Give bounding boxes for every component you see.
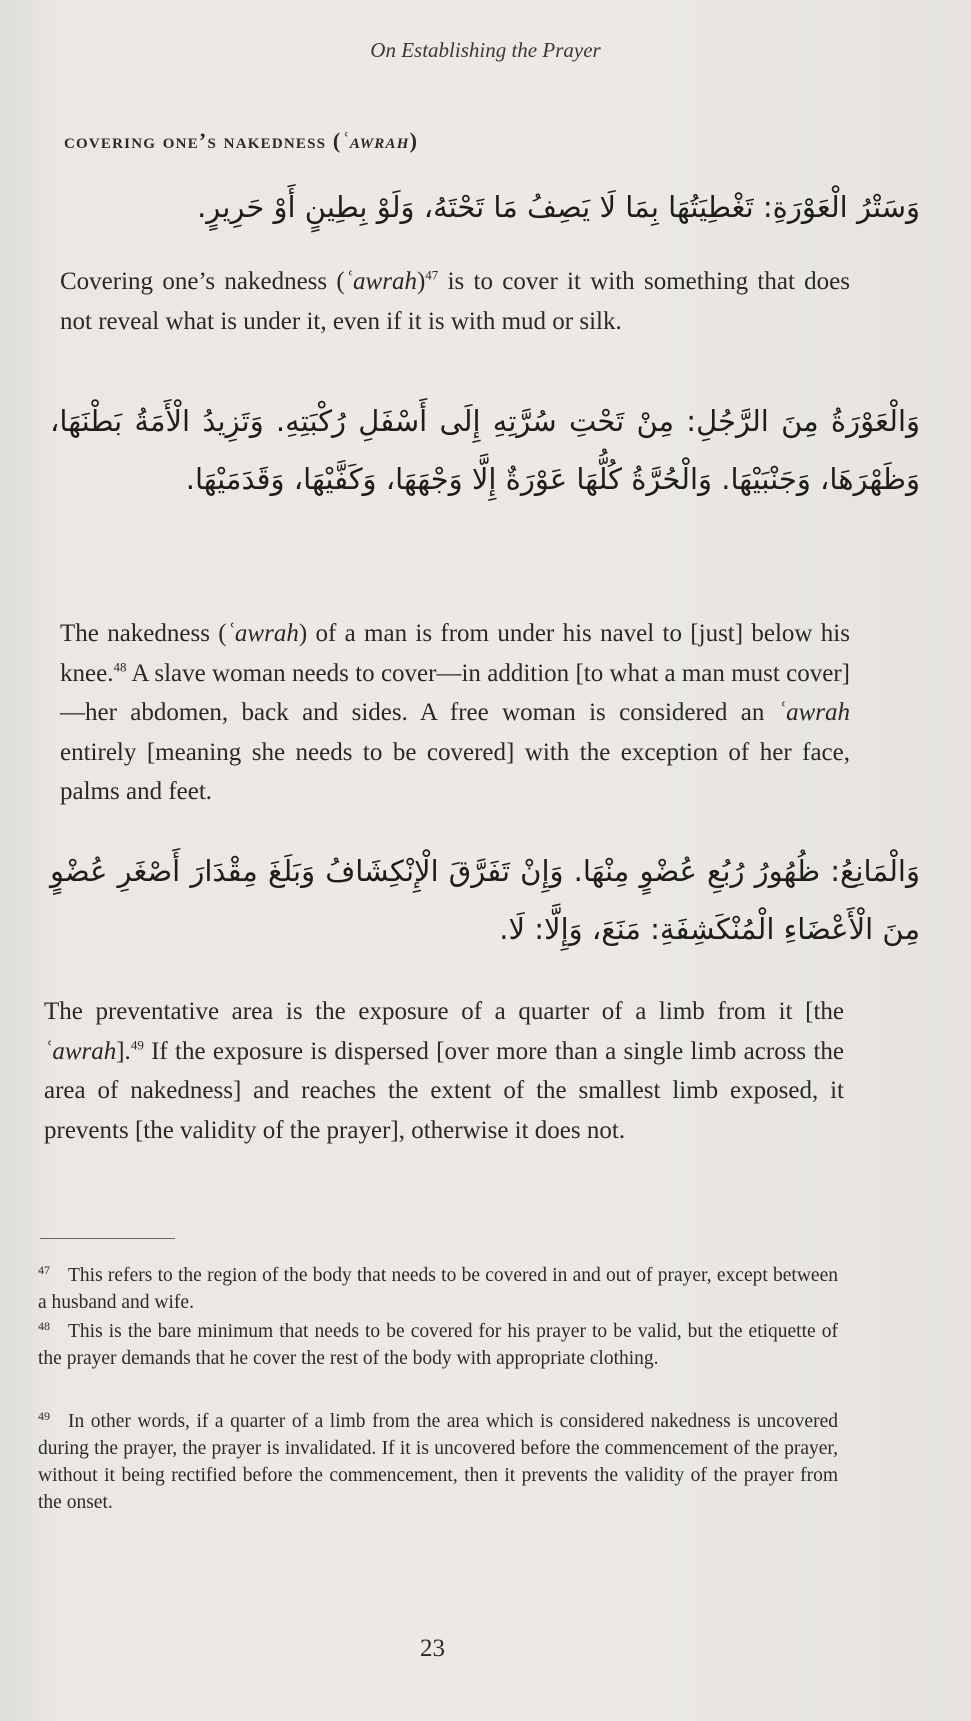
- term-awrah: ʿawrah: [344, 268, 417, 295]
- term-awrah: ʿawrah: [777, 699, 850, 726]
- arabic-text-1: وَسَتْرُ الْعَوْرَةِ: تَغْطِيَتُهَا بِمَا لَا يَصِفُ مَا تَحْتَهُ، وَلَوْ بِطِينٍ أَوْ حَرِيرٍ.: [197, 190, 920, 224]
- term-awrah: ʿawrah: [44, 1037, 117, 1065]
- footnote-ref-47[interactable]: 47: [425, 267, 439, 283]
- footnote-48: 48 This is the bare minimum that needs to be covered for his prayer to be valid, but the etiquette of the prayer demands that he cover the rest of the body with appropriate clothing.: [38, 1318, 838, 1369]
- term-awrah: ʿawrah: [226, 620, 299, 647]
- section-heading-close: ): [409, 128, 419, 153]
- footnote-47: 47 This refers to the region of the body that needs to be covered in and out of prayer, except between a husband and wife.: [38, 1262, 838, 1313]
- section-heading: [64, 128, 418, 154]
- translation-paragraph-3: [44, 992, 844, 1150]
- footnote-text: This is the bare minimum that needs to be covered for his prayer to be valid, but the etiquette of the prayer demands that he cover the rest of the body with appropriate clothing.: [38, 1321, 838, 1369]
- text-run: A slave woman needs to cover—in addition [to what a man must cover]—her abdomen, back and sides. A free woman is considered an: [60, 659, 850, 726]
- text-run: Covering one’s nakedness (: [60, 268, 345, 295]
- text-run: If the exposure is dispersed [over more than a single limb across the area of nakedness] and reaches the extent of the smallest limb exposed, it prevents [the validity of the prayer], otherwise it does not.: [44, 1037, 844, 1144]
- text-run: The nakedness (: [60, 620, 227, 647]
- footnote-text: This refers to the region of the body that needs to be covered in and out of prayer, except between a husband and wife.: [38, 1265, 838, 1313]
- section-heading-term: ʿawrah: [341, 128, 410, 153]
- section-heading-main: covering one’s nakedness (: [64, 128, 342, 153]
- arabic-text-3: وَالْمَانِعُ: ظُهُورُ رُبُعِ عُضْوٍ مِنْهَا. وَإِنْ تَفَرَّقَ الْإِنْكِشَافُ وَبَلَغَ مِقْدَارَ أَصْغَرِ عُضْوٍ مِنَ الْأَعْضَاءِ الْمُنْكَشِفَةِ: مَنَعَ، وَإِلَّا: لَا.: [50, 854, 920, 946]
- footnote-separator: [40, 1238, 175, 1239]
- footnote-ref-49[interactable]: 49: [130, 1037, 144, 1053]
- text-run: ].: [116, 1037, 131, 1065]
- translation-paragraph-1: [60, 262, 850, 341]
- footnote-text: In other words, if a quarter of a limb from the area which is considered nakedness is uncovered during the prayer, the prayer is invalidated. If it is uncovered before the commencement of the prayer, without it being rectified before the commencement, then it prevents the validity of the prayer from the onset.: [38, 1411, 838, 1513]
- text-run: ) of a man is from under his navel to [just] below his knee.: [60, 620, 850, 687]
- arabic-text-2: وَالْعَوْرَةُ مِنَ الرَّجُلِ: مِنْ تَحْتِ سُرَّتِهِ إِلَى أَسْفَلِ رُكْبَتِهِ. وَتَزِيدُ الْأَمَةُ بَطْنَهَا، وَظَهْرَهَا، وَجَنْبَيْهَا. وَالْحُرَّةُ كُلُّهَا عَوْرَةٌ إِلَّا وَجْهَهَا، وَكَفَّيْهَا، وَقَدَمَيْهَا.: [50, 404, 920, 496]
- running-head: On Establishing the Prayer: [370, 38, 601, 62]
- text-run: ): [416, 268, 426, 295]
- footnote-49: 49 In other words, if a quarter of a limb from the area which is considered nakedness is uncovered during the prayer, the prayer is invalidated. If it is uncovered before the commencement of the prayer, without it being rectified before the commencement, then it prevents the validity of the prayer from the onset.: [38, 1408, 838, 1513]
- translation-paragraph-2: [60, 614, 850, 812]
- footnote-ref-48[interactable]: 48: [113, 659, 127, 675]
- text-run: is to cover it with something that does not reveal what is under it, even if it is with mud or silk.: [60, 268, 850, 335]
- text-run: entirely [meaning she needs to be covered] with the exception of her face, palms and feet.: [60, 738, 850, 805]
- page-number: 23: [420, 1635, 445, 1662]
- text-run: The preventative area is the exposure of a quarter of a limb from it [the: [44, 998, 844, 1025]
